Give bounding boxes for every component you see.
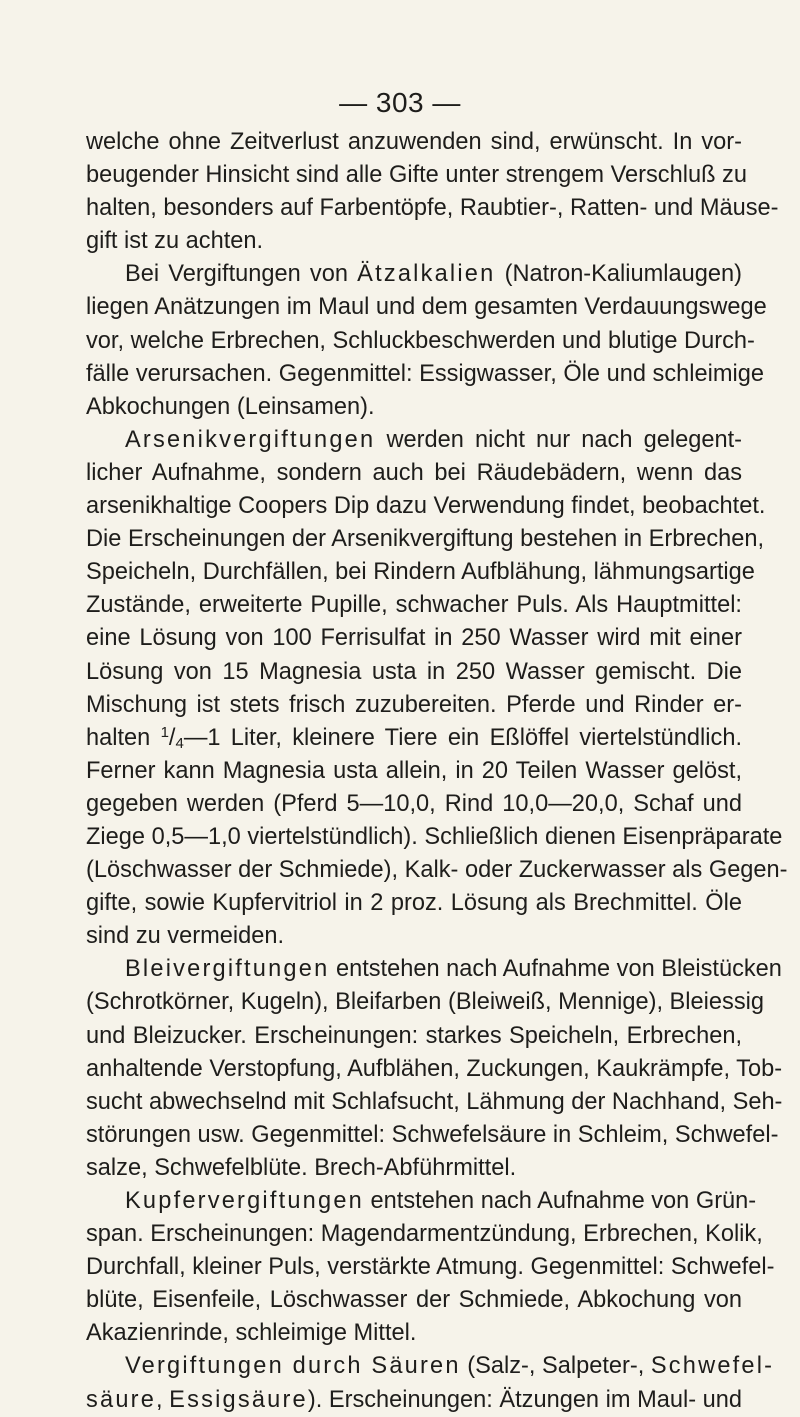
- body-text: [86, 126, 788, 1417]
- page-number: [0, 88, 800, 118]
- text-line: Lösung von 15 Magnesia usta in 250 Wasser gemischt. Die: [86, 658, 742, 685]
- text-line: liegen Anätzungen im Maul und dem gesamten Verdauungswege: [86, 294, 767, 321]
- text-line: Durchfall, kleiner Puls, verstärkte Atmung. Gegenmittel: Schwefel-: [86, 1254, 775, 1281]
- text-line: Ferner kann Magnesia usta allein, in 20 Teilen Wasser gelöst,: [86, 757, 742, 784]
- text-run: —1 Liter, kleinere Tiere ein Eßlöffel viertelstündlich.: [183, 724, 742, 751]
- text-run: werden nicht nur nach gelegent-: [375, 426, 742, 453]
- text-line: vor, welche Erbrechen, Schluckbeschwerden und blutige Durch-: [86, 327, 755, 354]
- text-line: span. Erscheinungen: Magendarmentzündung, Erbrechen, Kolik,: [86, 1221, 763, 1248]
- spaced-heading: Bleivergiftungen: [125, 956, 330, 983]
- spaced-heading: Essigsäure: [169, 1386, 308, 1413]
- text-line: sucht abwechselnd mit Schlafsucht, Lähmung der Nachhand, Seh-: [86, 1088, 783, 1115]
- text-line: halten, besonders auf Farbentöpfe, Raubtier-, Ratten- und Mäuse-: [86, 195, 779, 222]
- text-line: eine Lösung von 100 Ferrisulfat in 250 Wasser wird mit einer: [86, 625, 742, 652]
- text-run: ). Erscheinungen: Ätzungen im Maul- und: [307, 1386, 742, 1413]
- text-line: [86, 1384, 742, 1417]
- fraction-denominator: 4: [175, 734, 184, 752]
- text-line: [86, 1185, 757, 1218]
- spaced-heading: Kupfervergiftungen: [125, 1188, 364, 1214]
- text-line: störungen usw. Gegenmittel: Schwefelsäure in Schleim, Schwefel-: [86, 1121, 779, 1148]
- text-run: Bei Vergiftungen von: [125, 261, 358, 288]
- text-line: Die Erscheinungen der Arsenikvergiftung bestehen in Erbrechen,: [86, 526, 765, 553]
- text-line: (Schrotkörner, Kugeln), Bleifarben (Bleiweiß, Mennige), Bleiessig: [86, 989, 764, 1016]
- text-run: (Salz-, Salpeter-,: [460, 1353, 651, 1380]
- page-number-text: — 303 —: [339, 87, 461, 118]
- spaced-heading: Arsenikvergiftungen: [125, 426, 376, 453]
- text-run: entstehen nach Aufnahme von Grün-: [363, 1188, 757, 1214]
- text-line: Abkochungen (Leinsamen).: [86, 393, 375, 420]
- fraction-numerator: 1: [160, 723, 169, 741]
- text-line: Zustände, erweiterte Pupille, schwacher Puls. Als Hauptmittel:: [86, 592, 742, 619]
- spaced-heading: Schwefel-: [650, 1353, 775, 1380]
- text-line: beugender Hinsicht sind alle Gifte unter strengem Verschluß zu: [86, 162, 747, 189]
- text-line: blüte, Eisenfeile, Löschwasser der Schmiede, Abkochung von: [86, 1287, 742, 1314]
- spaced-heading: Vergiftungen durch Säuren: [125, 1353, 461, 1380]
- text-line: gift ist zu achten.: [86, 228, 264, 255]
- text-line: Ziege 0,5—1,0 viertelstündlich). Schließlich dienen Eisenpräparate: [86, 823, 783, 850]
- spaced-heading: säure: [86, 1386, 157, 1413]
- text-line: [86, 258, 742, 291]
- text-line: [86, 953, 782, 986]
- text-line: arsenikhaltige Coopers Dip dazu Verwendung findet, beobachtet.: [86, 493, 766, 520]
- text-line: sind zu vermeiden.: [86, 923, 285, 950]
- text-line: Speicheln, Durchfällen, bei Rindern Aufblähung, lähmungsartige: [86, 559, 755, 586]
- text-line: und Bleizucker. Erscheinungen: starkes Speicheln, Erbrechen,: [86, 1022, 742, 1049]
- spaced-heading: Ätzalkalien: [357, 261, 496, 288]
- text-line: [86, 424, 742, 457]
- text-line: Mischung ist stets frisch zuzubereiten. Pferde und Rinder er-: [86, 691, 742, 718]
- text-line: welche ohne Zeitverlust anzuwenden sind, erwünscht. In vor-: [86, 129, 742, 155]
- text-run: ,: [156, 1386, 170, 1413]
- text-line: (Löschwasser der Schmiede), Kalk- oder Zuckerwasser als Gegen-: [86, 857, 788, 884]
- text-run: (Natron-Kaliumlaugen): [495, 261, 742, 288]
- text-run: entstehen nach Aufnahme von Bleistücken: [329, 956, 782, 983]
- text-line: licher Aufnahme, sondern auch bei Räudebädern, wenn das: [86, 459, 742, 486]
- text-line: gegeben werden (Pferd 5—10,0, Rind 10,0—20,0, Schaf und: [86, 790, 742, 817]
- text-line: [86, 722, 742, 755]
- text-line: [86, 1350, 775, 1383]
- text-line: anhaltende Verstopfung, Aufblähen, Zuckungen, Kaukrämpfe, Tob-: [86, 1055, 783, 1082]
- text-line: fälle verursachen. Gegenmittel: Essigwasser, Öle und schleimige: [86, 360, 764, 387]
- fraction-slash: /: [168, 724, 176, 751]
- text-run: halten: [86, 724, 161, 751]
- text-line: gifte, sowie Kupfervitriol in 2 proz. Lösung als Brechmittel. Öle: [86, 890, 742, 917]
- text-line: salze, Schwefelblüte. Brech-Abführmittel.: [86, 1154, 517, 1181]
- text-line: Akazienrinde, schleimige Mittel.: [86, 1320, 417, 1347]
